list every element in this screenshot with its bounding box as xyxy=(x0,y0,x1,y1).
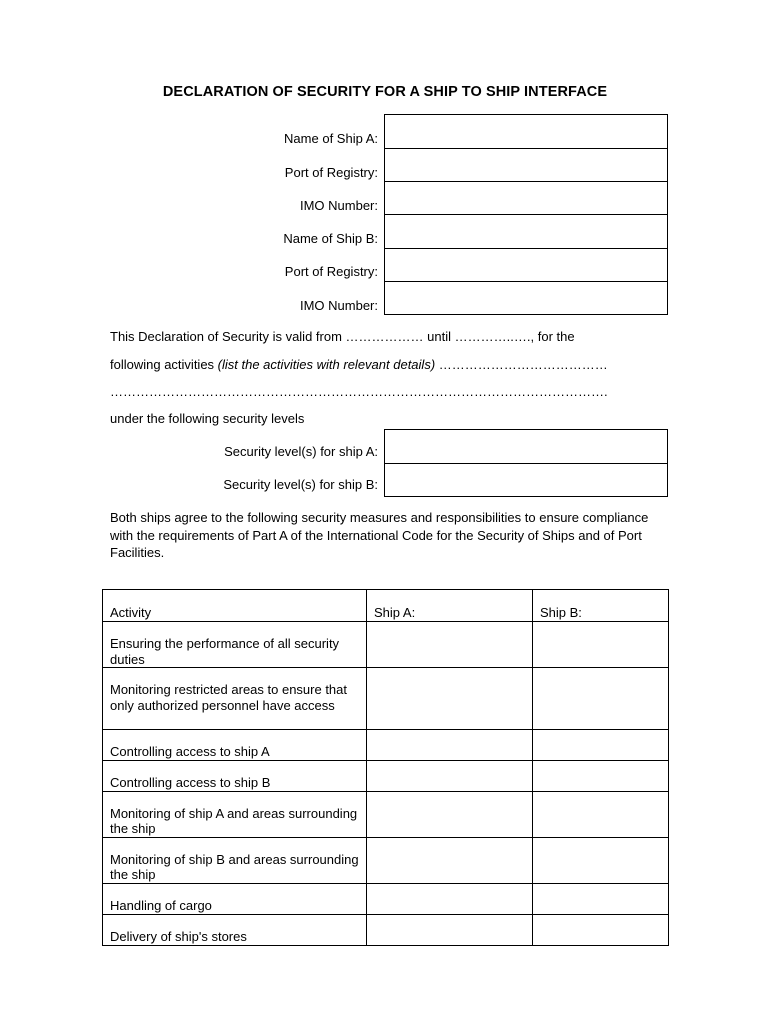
table-row xyxy=(103,791,669,837)
ship-b-cell[interactable] xyxy=(533,730,669,761)
activities-instruction: (list the activities with relevant details) xyxy=(217,357,436,372)
ship-a-cell[interactable] xyxy=(367,837,533,883)
activities-blank[interactable]: ………………………………… xyxy=(438,357,608,372)
security-level-b-label: Security level(s) for ship B: xyxy=(223,477,378,492)
ship-a-cell[interactable] xyxy=(367,883,533,914)
ship-a-cell[interactable] xyxy=(367,914,533,945)
ship-b-cell[interactable] xyxy=(533,883,669,914)
ship-a-cell[interactable] xyxy=(367,791,533,837)
page-title: DECLARATION OF SECURITY FOR A SHIP TO SHIP INTERFACE xyxy=(162,84,608,100)
ship-a-name-label: Name of Ship A: xyxy=(284,131,378,146)
ship-b-cell[interactable] xyxy=(533,837,669,883)
header-ship-a: Ship A: xyxy=(367,590,533,622)
activity-cell: Monitoring restricted areas to ensure that only authorized personnel have access xyxy=(103,668,367,730)
activity-cell: Controlling access to ship A xyxy=(103,730,367,761)
ship-a-cell[interactable] xyxy=(367,668,533,730)
header-ship-b: Ship B: xyxy=(533,590,669,622)
table-row xyxy=(103,837,669,883)
ship-b-cell[interactable] xyxy=(533,760,669,791)
ship-a-imo-label: IMO Number: xyxy=(299,198,378,213)
activity-cell: Controlling access to ship B xyxy=(103,760,367,791)
table-row xyxy=(103,760,669,791)
validity-line xyxy=(110,328,575,345)
ship-b-cell[interactable] xyxy=(533,668,669,730)
ship-b-port-field[interactable] xyxy=(385,249,667,283)
ship-a-cell[interactable] xyxy=(367,730,533,761)
activity-table xyxy=(102,589,669,946)
ship-a-imo-field[interactable] xyxy=(385,182,667,215)
activity-cell: Ensuring the performance of all security duties xyxy=(103,622,367,668)
security-level-b-field[interactable] xyxy=(385,464,667,496)
activities-continuation-blank[interactable]: ……………………………………………………………………………………………………. xyxy=(110,384,608,399)
ship-b-imo-field[interactable] xyxy=(385,282,667,314)
ship-b-cell[interactable] xyxy=(533,791,669,837)
ship-a-port-label: Port of Registry: xyxy=(284,165,378,180)
ship-a-cell[interactable] xyxy=(367,760,533,791)
ship-b-cell[interactable] xyxy=(533,622,669,668)
table-row xyxy=(103,668,669,730)
validity-from-blank[interactable]: ……………… xyxy=(345,329,424,344)
ship-a-port-field[interactable] xyxy=(385,149,667,183)
security-level-a-label: Security level(s) for ship A: xyxy=(224,444,378,459)
validity-suffix: for the xyxy=(537,329,575,344)
table-row xyxy=(103,914,669,945)
ship-b-imo-label: IMO Number: xyxy=(299,298,378,313)
activity-cell: Handling of cargo xyxy=(103,883,367,914)
security-levels-intro: under the following security levels xyxy=(110,411,305,426)
security-level-a-field[interactable] xyxy=(385,430,667,464)
security-levels-box xyxy=(384,429,668,497)
table-row xyxy=(103,622,669,668)
ship-b-cell[interactable] xyxy=(533,914,669,945)
ship-a-name-field[interactable] xyxy=(385,115,667,149)
ship-b-port-label: Port of Registry: xyxy=(284,264,378,279)
activities-line xyxy=(110,356,608,373)
validity-until-blank[interactable]: …………..…., xyxy=(454,329,535,344)
table-row xyxy=(103,730,669,761)
header-activity: Activity xyxy=(103,590,367,622)
activity-cell: Delivery of ship's stores xyxy=(103,914,367,945)
ship-details-box xyxy=(384,114,668,315)
table-row xyxy=(103,883,669,914)
table-header-row xyxy=(103,590,669,622)
ship-b-name-label: Name of Ship B: xyxy=(283,231,378,246)
agreement-paragraph: Both ships agree to the following security measures and responsibilities to ensure compliance with the requirements of Part A of the International Code for the Security of Ships and of Port Facilities. xyxy=(110,510,649,560)
activity-cell: Monitoring of ship A and areas surrounding the ship xyxy=(103,791,367,837)
validity-prefix: This Declaration of Security is valid from xyxy=(110,329,342,344)
activities-prefix: following activities xyxy=(110,357,215,372)
validity-until-label: until xyxy=(427,329,452,344)
ship-a-cell[interactable] xyxy=(367,622,533,668)
ship-b-name-field[interactable] xyxy=(385,215,667,249)
activity-cell: Monitoring of ship B and areas surrounding the ship xyxy=(103,837,367,883)
